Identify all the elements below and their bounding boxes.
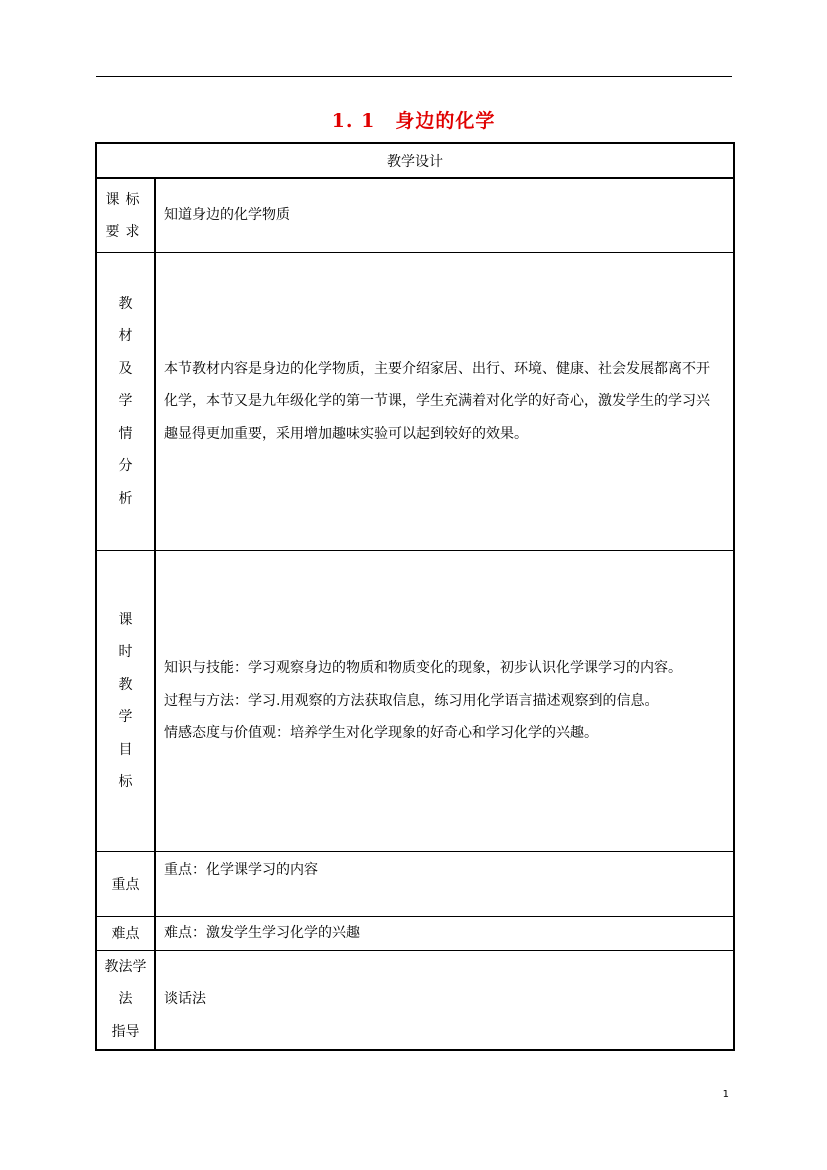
label-standard-line1: 课标 xyxy=(105,191,146,208)
label-standard-line2: 要求 xyxy=(105,223,146,240)
analysis-text-line: 本节教材内容是身边的化学物质，主要介绍家居、出行、环境、健康、社会发展都离不开 xyxy=(164,360,710,377)
content-method: 谈话法 xyxy=(155,950,734,1050)
analysis-text-line: 趣显得更加重要，采用增加趣味实验可以起到较好的效果。 xyxy=(164,425,528,442)
row-analysis xyxy=(96,253,734,551)
label-method-line: 教法学 xyxy=(104,958,147,975)
label-method-line: 法 xyxy=(118,991,133,1008)
content-standard: 知道身边的化学物质 xyxy=(155,178,734,253)
row-key-point xyxy=(96,852,734,917)
objective-process: 过程与方法：学习.用观察的方法获取信息，练习用化学语言描述观察到的信息。 xyxy=(164,692,659,709)
content-analysis xyxy=(155,253,734,551)
header-rule xyxy=(96,76,732,77)
table-header: 教学设计 xyxy=(96,143,734,178)
label-standard xyxy=(96,178,155,253)
page-number: 1 xyxy=(722,1089,729,1100)
content-difficulty: 难点：激发学生学习化学的兴趣 xyxy=(155,917,734,951)
label-analysis-char: 分 xyxy=(118,458,133,475)
label-analysis-char: 材 xyxy=(118,328,133,345)
label-objectives-char: 课 xyxy=(118,611,133,628)
row-method xyxy=(96,950,734,1050)
label-analysis-char: 及 xyxy=(118,360,133,377)
label-analysis-char: 学 xyxy=(118,393,133,410)
objective-knowledge: 知识与技能：学习观察身边的物质和物质变化的现象，初步认识化学课学习的内容。 xyxy=(164,660,682,677)
objective-attitude: 情感态度与价值观：培养学生对化学现象的好奇心和学习化学的兴趣。 xyxy=(164,725,598,742)
label-analysis-char: 教 xyxy=(118,295,133,312)
label-objectives-char: 标 xyxy=(118,774,133,790)
document-title: 1. 1 身边的化学 xyxy=(331,110,496,132)
row-objectives xyxy=(96,551,734,852)
content-key-point: 重点：化学课学习的内容 xyxy=(155,852,734,917)
label-analysis-char: 析 xyxy=(118,490,133,507)
table-header-row xyxy=(96,143,734,178)
label-objectives-char: 时 xyxy=(118,644,133,660)
row-standard xyxy=(96,178,734,253)
label-method-line: 指导 xyxy=(111,1023,140,1040)
label-method xyxy=(96,950,155,1050)
label-objectives xyxy=(96,551,155,852)
label-objectives-char: 目 xyxy=(118,741,133,758)
label-analysis xyxy=(96,253,155,551)
label-analysis-char: 情 xyxy=(118,425,133,442)
analysis-text-line: 化学，本节又是九年级化学的第一节课，学生充满着对化学的好奇心，激发学生的学习兴 xyxy=(164,393,710,410)
label-objectives-char: 学 xyxy=(118,709,133,725)
label-difficulty: 难点 xyxy=(96,917,155,951)
lesson-plan-table xyxy=(95,142,735,1051)
content-objectives xyxy=(155,551,734,852)
label-key-point: 重点 xyxy=(96,852,155,917)
row-difficulty xyxy=(96,917,734,951)
label-objectives-char: 教 xyxy=(118,676,133,693)
